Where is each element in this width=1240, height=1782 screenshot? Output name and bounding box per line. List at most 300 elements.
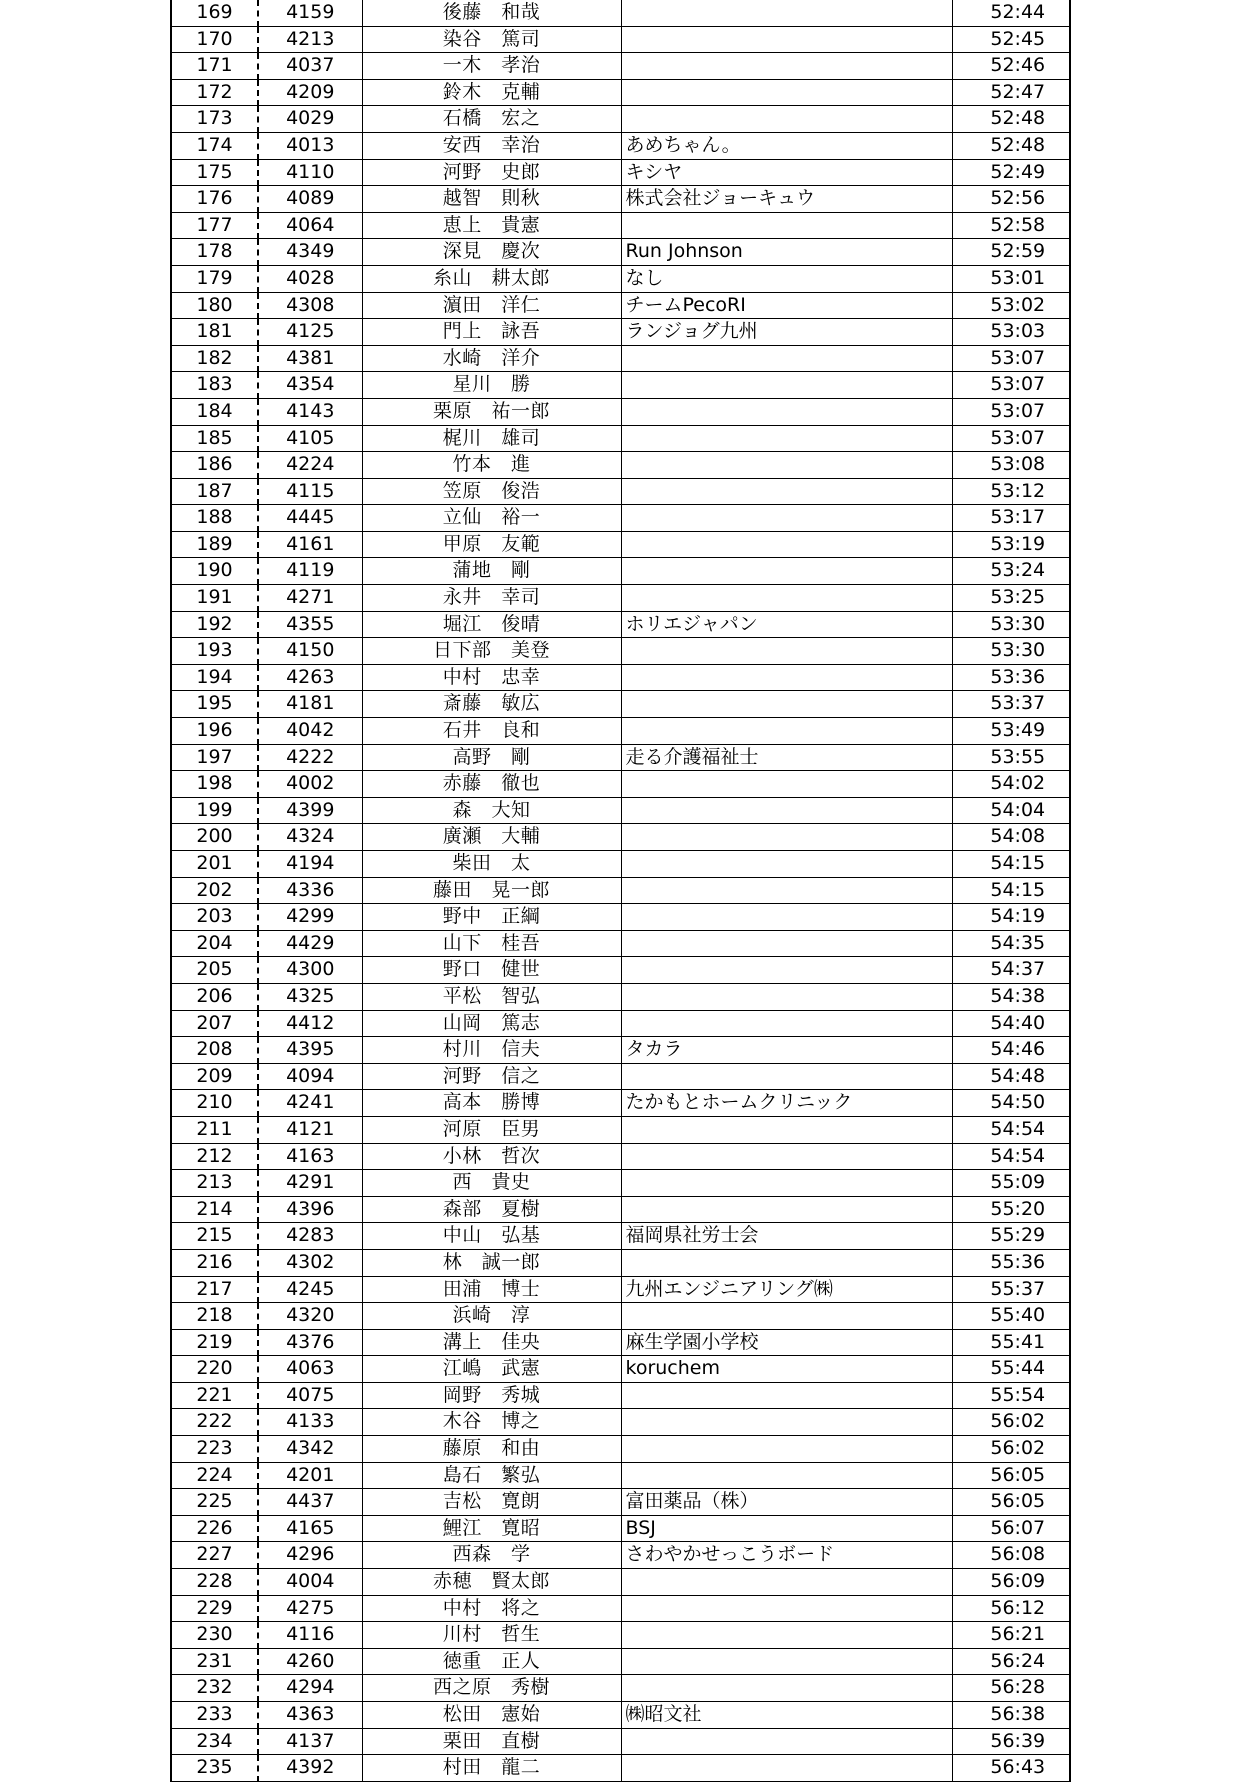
team-name-cell (621, 691, 952, 718)
bib-number-cell: 4342 (258, 1436, 362, 1463)
bib-number-cell: 4299 (258, 904, 362, 931)
runner-name-cell: 鯉江 寛昭 (362, 1515, 621, 1542)
finish-time-cell: 54:02 (952, 771, 1070, 798)
runner-name-cell: 安西 幸治 (362, 132, 621, 159)
bib-number-cell: 4150 (258, 638, 362, 665)
finish-time-cell: 56:05 (952, 1489, 1070, 1516)
team-name-cell (621, 0, 952, 26)
runner-name-cell: 柴田 太 (362, 851, 621, 878)
bib-number-cell: 4125 (258, 319, 362, 346)
rank-cell: 196 (171, 718, 258, 745)
table-row (171, 1356, 1070, 1383)
finish-time-cell: 54:08 (952, 824, 1070, 851)
bib-number-cell: 4159 (258, 0, 362, 26)
bib-number-cell: 4201 (258, 1462, 362, 1489)
table-row (171, 1276, 1070, 1303)
table-row (171, 79, 1070, 106)
table-row (171, 1382, 1070, 1409)
table-row (171, 824, 1070, 851)
finish-time-cell: 52:45 (952, 26, 1070, 53)
table-row (171, 1569, 1070, 1596)
finish-time-cell: 53:07 (952, 345, 1070, 372)
runner-name-cell: 斎藤 敏広 (362, 691, 621, 718)
finish-time-cell: 53:24 (952, 558, 1070, 585)
rank-cell: 193 (171, 638, 258, 665)
bib-number-cell: 4336 (258, 877, 362, 904)
finish-time-cell: 53:49 (952, 718, 1070, 745)
team-name-cell (621, 718, 952, 745)
team-name-cell: ランジョグ九州 (621, 319, 952, 346)
runner-name-cell: 野口 健世 (362, 957, 621, 984)
runner-name-cell: 水崎 洋介 (362, 345, 621, 372)
team-name-cell (621, 1303, 952, 1330)
finish-time-cell: 54:40 (952, 1010, 1070, 1037)
table-row (171, 452, 1070, 479)
team-name-cell (621, 1063, 952, 1090)
team-name-cell (621, 372, 952, 399)
rank-cell: 215 (171, 1223, 258, 1250)
table-row (171, 1622, 1070, 1649)
bib-number-cell: 4224 (258, 452, 362, 479)
team-name-cell (621, 1648, 952, 1675)
rank-cell: 197 (171, 744, 258, 771)
rank-cell: 195 (171, 691, 258, 718)
rank-cell: 174 (171, 132, 258, 159)
finish-time-cell: 53:55 (952, 744, 1070, 771)
table-row (171, 1116, 1070, 1143)
runner-name-cell: 中山 弘基 (362, 1223, 621, 1250)
team-name-cell (621, 797, 952, 824)
rank-cell: 212 (171, 1143, 258, 1170)
finish-time-cell: 56:05 (952, 1462, 1070, 1489)
team-name-cell: 九州エンジニアリング㈱ (621, 1276, 952, 1303)
rank-cell: 175 (171, 159, 258, 186)
runner-name-cell: 梶川 雄司 (362, 425, 621, 452)
finish-time-cell: 55:20 (952, 1196, 1070, 1223)
rank-cell: 201 (171, 851, 258, 878)
bib-number-cell: 4002 (258, 771, 362, 798)
team-name-cell (621, 1382, 952, 1409)
runner-name-cell: 岡野 秀城 (362, 1382, 621, 1409)
bib-number-cell: 4133 (258, 1409, 362, 1436)
team-name-cell (621, 1622, 952, 1649)
rank-cell: 230 (171, 1622, 258, 1649)
table-row (171, 212, 1070, 239)
team-name-cell (621, 79, 952, 106)
finish-time-cell: 53:30 (952, 611, 1070, 638)
table-row (171, 664, 1070, 691)
rank-cell: 217 (171, 1276, 258, 1303)
bib-number-cell: 4163 (258, 1143, 362, 1170)
rank-cell: 202 (171, 877, 258, 904)
bib-number-cell: 4209 (258, 79, 362, 106)
team-name-cell (621, 904, 952, 931)
finish-time-cell: 54:15 (952, 877, 1070, 904)
table-row (171, 558, 1070, 585)
bib-number-cell: 4283 (258, 1223, 362, 1250)
rank-cell: 227 (171, 1542, 258, 1569)
runner-name-cell: 笠原 俊浩 (362, 478, 621, 505)
bib-number-cell: 4349 (258, 239, 362, 266)
team-name-cell (621, 983, 952, 1010)
finish-time-cell: 53:02 (952, 292, 1070, 319)
table-row (171, 425, 1070, 452)
runner-name-cell: 森 大知 (362, 797, 621, 824)
team-name-cell: ホリエジャパン (621, 611, 952, 638)
rank-cell: 178 (171, 239, 258, 266)
runner-name-cell: 石橋 宏之 (362, 106, 621, 133)
finish-time-cell: 52:58 (952, 212, 1070, 239)
table-row (171, 1702, 1070, 1729)
rank-cell: 192 (171, 611, 258, 638)
results-table-body (171, 0, 1070, 1781)
table-row (171, 1090, 1070, 1117)
team-name-cell (621, 425, 952, 452)
rank-cell: 170 (171, 26, 258, 53)
team-name-cell (621, 877, 952, 904)
finish-time-cell: 54:48 (952, 1063, 1070, 1090)
bib-number-cell: 4429 (258, 930, 362, 957)
table-row (171, 1515, 1070, 1542)
team-name-cell (621, 1728, 952, 1755)
table-row (171, 585, 1070, 612)
finish-time-cell: 53:19 (952, 531, 1070, 558)
runner-name-cell: 河野 史郎 (362, 159, 621, 186)
finish-time-cell: 53:30 (952, 638, 1070, 665)
finish-time-cell: 53:08 (952, 452, 1070, 479)
rank-cell: 210 (171, 1090, 258, 1117)
finish-time-cell: 55:29 (952, 1223, 1070, 1250)
runner-name-cell: 川村 哲生 (362, 1622, 621, 1649)
bib-number-cell: 4075 (258, 1382, 362, 1409)
runner-name-cell: 栗原 祐一郎 (362, 398, 621, 425)
runner-name-cell: 一木 孝治 (362, 53, 621, 80)
bib-number-cell: 4354 (258, 372, 362, 399)
team-name-cell (621, 851, 952, 878)
team-name-cell (621, 345, 952, 372)
rank-cell: 221 (171, 1382, 258, 1409)
runner-name-cell: 河野 信之 (362, 1063, 621, 1090)
team-name-cell (621, 478, 952, 505)
table-row (171, 983, 1070, 1010)
team-name-cell: 麻生学園小学校 (621, 1329, 952, 1356)
rank-cell: 211 (171, 1116, 258, 1143)
team-name-cell (621, 771, 952, 798)
bib-number-cell: 4445 (258, 505, 362, 532)
table-row (171, 1755, 1070, 1782)
rank-cell: 229 (171, 1595, 258, 1622)
runner-name-cell: 江嶋 武憲 (362, 1356, 621, 1383)
table-row (171, 1436, 1070, 1463)
rank-cell: 186 (171, 452, 258, 479)
runner-name-cell: 山下 桂吾 (362, 930, 621, 957)
team-name-cell: チームPecoRI (621, 292, 952, 319)
table-row (171, 106, 1070, 133)
team-name-cell: あめちゃん。 (621, 132, 952, 159)
runner-name-cell: 日下部 美登 (362, 638, 621, 665)
runner-name-cell: 松田 憲始 (362, 1702, 621, 1729)
finish-time-cell: 56:12 (952, 1595, 1070, 1622)
rank-cell: 185 (171, 425, 258, 452)
bib-number-cell: 4037 (258, 53, 362, 80)
rank-cell: 184 (171, 398, 258, 425)
finish-time-cell: 54:19 (952, 904, 1070, 931)
table-row (171, 1462, 1070, 1489)
rank-cell: 231 (171, 1648, 258, 1675)
rank-cell: 219 (171, 1329, 258, 1356)
finish-time-cell: 53:25 (952, 585, 1070, 612)
runner-name-cell: 栗田 直樹 (362, 1728, 621, 1755)
rank-cell: 188 (171, 505, 258, 532)
finish-time-cell: 53:01 (952, 265, 1070, 292)
table-row (171, 1489, 1070, 1516)
bib-number-cell: 4396 (258, 1196, 362, 1223)
bib-number-cell: 4194 (258, 851, 362, 878)
finish-time-cell: 56:08 (952, 1542, 1070, 1569)
table-row (171, 638, 1070, 665)
team-name-cell (621, 531, 952, 558)
team-name-cell (621, 1196, 952, 1223)
table-row (171, 1037, 1070, 1064)
finish-time-cell: 55:44 (952, 1356, 1070, 1383)
rank-cell: 233 (171, 1702, 258, 1729)
bib-number-cell: 4381 (258, 345, 362, 372)
runner-name-cell: 西森 学 (362, 1542, 621, 1569)
rank-cell: 214 (171, 1196, 258, 1223)
table-row (171, 292, 1070, 319)
bib-number-cell: 4437 (258, 1489, 362, 1516)
runner-name-cell: 赤藤 徹也 (362, 771, 621, 798)
runner-name-cell: 竹本 進 (362, 452, 621, 479)
rank-cell: 181 (171, 319, 258, 346)
runner-name-cell: 廣瀬 大輔 (362, 824, 621, 851)
table-row (171, 904, 1070, 931)
table-row (171, 1170, 1070, 1197)
rank-cell: 179 (171, 265, 258, 292)
finish-time-cell: 53:17 (952, 505, 1070, 532)
team-name-cell: Run Johnson (621, 239, 952, 266)
runner-name-cell: 森部 夏樹 (362, 1196, 621, 1223)
runner-name-cell: 溝上 佳央 (362, 1329, 621, 1356)
team-name-cell (621, 1675, 952, 1702)
runner-name-cell: 鈴木 克輔 (362, 79, 621, 106)
runner-name-cell: 田浦 博士 (362, 1276, 621, 1303)
table-row (171, 319, 1070, 346)
bib-number-cell: 4263 (258, 664, 362, 691)
team-name-cell (621, 1462, 952, 1489)
team-name-cell (621, 212, 952, 239)
finish-time-cell: 55:41 (952, 1329, 1070, 1356)
team-name-cell (621, 1409, 952, 1436)
table-row (171, 265, 1070, 292)
bib-number-cell: 4116 (258, 1622, 362, 1649)
rank-cell: 207 (171, 1010, 258, 1037)
table-row (171, 877, 1070, 904)
finish-time-cell: 54:15 (952, 851, 1070, 878)
runner-name-cell: 蒲地 剛 (362, 558, 621, 585)
rank-cell: 190 (171, 558, 258, 585)
table-row (171, 478, 1070, 505)
bib-number-cell: 4105 (258, 425, 362, 452)
table-row (171, 1223, 1070, 1250)
finish-time-cell: 56:07 (952, 1515, 1070, 1542)
bib-number-cell: 4064 (258, 212, 362, 239)
rank-cell: 180 (171, 292, 258, 319)
finish-time-cell: 54:04 (952, 797, 1070, 824)
table-row (171, 159, 1070, 186)
team-name-cell: koruchem (621, 1356, 952, 1383)
bib-number-cell: 4324 (258, 824, 362, 851)
finish-time-cell: 53:07 (952, 398, 1070, 425)
finish-time-cell: 52:44 (952, 0, 1070, 26)
rank-cell: 191 (171, 585, 258, 612)
table-row (171, 372, 1070, 399)
bib-number-cell: 4094 (258, 1063, 362, 1090)
bib-number-cell: 4004 (258, 1569, 362, 1596)
bib-number-cell: 4392 (258, 1755, 362, 1782)
bib-number-cell: 4028 (258, 265, 362, 292)
runner-name-cell: 甲原 友範 (362, 531, 621, 558)
finish-time-cell: 52:48 (952, 106, 1070, 133)
runner-name-cell: 門上 詠吾 (362, 319, 621, 346)
bib-number-cell: 4308 (258, 292, 362, 319)
bib-number-cell: 4291 (258, 1170, 362, 1197)
table-row (171, 1595, 1070, 1622)
runner-name-cell: 平松 智弘 (362, 983, 621, 1010)
finish-time-cell: 56:28 (952, 1675, 1070, 1702)
finish-time-cell: 53:12 (952, 478, 1070, 505)
runner-name-cell: 島石 繁弘 (362, 1462, 621, 1489)
runner-name-cell: 浜崎 淳 (362, 1303, 621, 1330)
team-name-cell (621, 1755, 952, 1782)
runner-name-cell: 越智 則秋 (362, 186, 621, 213)
rank-cell: 171 (171, 53, 258, 80)
bib-number-cell: 4363 (258, 1702, 362, 1729)
team-name-cell: たかもとホームクリニック (621, 1090, 952, 1117)
team-name-cell (621, 930, 952, 957)
bib-number-cell: 4110 (258, 159, 362, 186)
results-table (170, 0, 1071, 1782)
finish-time-cell: 54:37 (952, 957, 1070, 984)
runner-name-cell: 藤原 和由 (362, 1436, 621, 1463)
finish-time-cell: 54:54 (952, 1143, 1070, 1170)
bib-number-cell: 4376 (258, 1329, 362, 1356)
rank-cell: 223 (171, 1436, 258, 1463)
finish-time-cell: 56:09 (952, 1569, 1070, 1596)
finish-time-cell: 52:49 (952, 159, 1070, 186)
team-name-cell (621, 1249, 952, 1276)
runner-name-cell: 赤穂 賢太郎 (362, 1569, 621, 1596)
team-name-cell: さわやかせっこうボード (621, 1542, 952, 1569)
rank-cell: 200 (171, 824, 258, 851)
rank-cell: 213 (171, 1170, 258, 1197)
bib-number-cell: 4275 (258, 1595, 362, 1622)
table-row (171, 186, 1070, 213)
rank-cell: 216 (171, 1249, 258, 1276)
bib-number-cell: 4300 (258, 957, 362, 984)
rank-cell: 177 (171, 212, 258, 239)
bib-number-cell: 4042 (258, 718, 362, 745)
table-row (171, 744, 1070, 771)
rank-cell: 194 (171, 664, 258, 691)
rank-cell: 189 (171, 531, 258, 558)
bib-number-cell: 4325 (258, 983, 362, 1010)
bib-number-cell: 4245 (258, 1276, 362, 1303)
table-row (171, 531, 1070, 558)
finish-time-cell: 53:07 (952, 372, 1070, 399)
runner-name-cell: 星川 勝 (362, 372, 621, 399)
bib-number-cell: 4013 (258, 132, 362, 159)
runner-name-cell: 木谷 博之 (362, 1409, 621, 1436)
table-row (171, 398, 1070, 425)
rank-cell: 220 (171, 1356, 258, 1383)
team-name-cell (621, 1595, 952, 1622)
table-row (171, 1010, 1070, 1037)
rank-cell: 232 (171, 1675, 258, 1702)
team-name-cell (621, 1569, 952, 1596)
table-row (171, 505, 1070, 532)
runner-name-cell: 徳重 正人 (362, 1648, 621, 1675)
team-name-cell: キシヤ (621, 159, 952, 186)
finish-time-cell: 55:36 (952, 1249, 1070, 1276)
runner-name-cell: 糸山 耕太郎 (362, 265, 621, 292)
finish-time-cell: 54:54 (952, 1116, 1070, 1143)
team-name-cell (621, 585, 952, 612)
finish-time-cell: 56:39 (952, 1728, 1070, 1755)
table-row (171, 1648, 1070, 1675)
runner-name-cell: 高本 勝博 (362, 1090, 621, 1117)
finish-time-cell: 53:36 (952, 664, 1070, 691)
runner-name-cell: 高野 剛 (362, 744, 621, 771)
rank-cell: 205 (171, 957, 258, 984)
rank-cell: 234 (171, 1728, 258, 1755)
rank-cell: 224 (171, 1462, 258, 1489)
team-name-cell (621, 1143, 952, 1170)
rank-cell: 209 (171, 1063, 258, 1090)
table-row (171, 26, 1070, 53)
runner-name-cell: 小林 哲次 (362, 1143, 621, 1170)
table-row (171, 132, 1070, 159)
runner-name-cell: 西之原 秀樹 (362, 1675, 621, 1702)
bib-number-cell: 4294 (258, 1675, 362, 1702)
bib-number-cell: 4260 (258, 1648, 362, 1675)
team-name-cell (621, 957, 952, 984)
team-name-cell (621, 1116, 952, 1143)
runner-name-cell: 野中 正綱 (362, 904, 621, 931)
team-name-cell: 福岡県社労士会 (621, 1223, 952, 1250)
team-name-cell (621, 824, 952, 851)
finish-time-cell: 54:38 (952, 983, 1070, 1010)
runner-name-cell: 中村 忠幸 (362, 664, 621, 691)
finish-time-cell: 55:09 (952, 1170, 1070, 1197)
bib-number-cell: 4213 (258, 26, 362, 53)
team-name-cell: 走る介護福祉士 (621, 744, 952, 771)
rank-cell: 172 (171, 79, 258, 106)
finish-time-cell: 56:43 (952, 1755, 1070, 1782)
bib-number-cell: 4320 (258, 1303, 362, 1330)
team-name-cell (621, 106, 952, 133)
finish-time-cell: 55:40 (952, 1303, 1070, 1330)
runner-name-cell: 石井 良和 (362, 718, 621, 745)
rank-cell: 226 (171, 1515, 258, 1542)
rank-cell: 204 (171, 930, 258, 957)
bib-number-cell: 4271 (258, 585, 362, 612)
table-row (171, 345, 1070, 372)
rank-cell: 225 (171, 1489, 258, 1516)
runner-name-cell: 西 貴史 (362, 1170, 621, 1197)
finish-time-cell: 53:37 (952, 691, 1070, 718)
runner-name-cell: 山岡 篤志 (362, 1010, 621, 1037)
